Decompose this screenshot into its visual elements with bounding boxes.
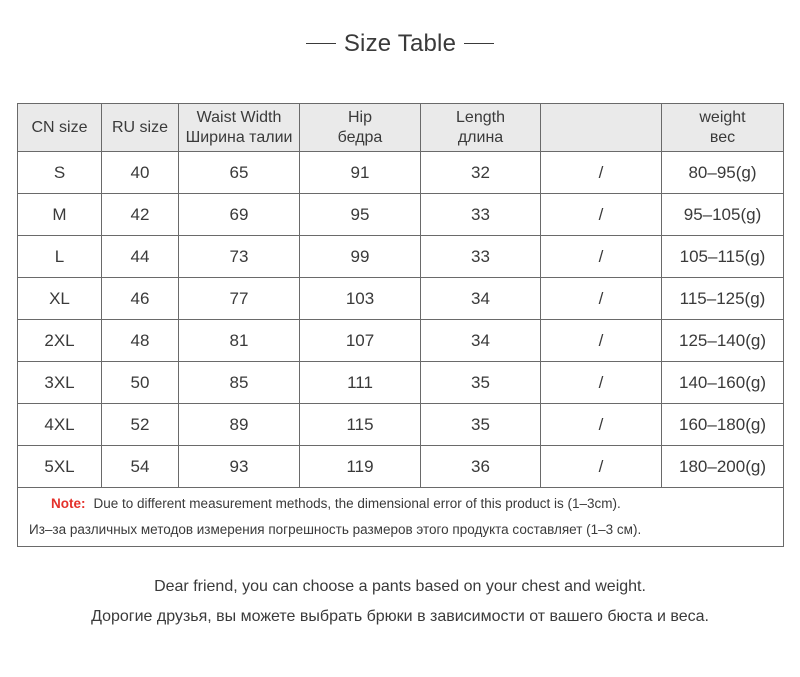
cell-extra: / xyxy=(541,194,662,236)
header-waist-en: Waist Width xyxy=(196,108,282,126)
cell-cn-size: XL xyxy=(18,278,102,320)
cell-length: 34 xyxy=(421,320,541,362)
cell-hip: 119 xyxy=(300,446,421,488)
header-length-en: Length xyxy=(456,108,505,126)
cell-length: 33 xyxy=(421,236,541,278)
table-row xyxy=(18,362,784,404)
cell-extra: / xyxy=(541,320,662,362)
cell-cn-size: 5XL xyxy=(18,446,102,488)
cell-extra: / xyxy=(541,404,662,446)
header-length xyxy=(421,104,541,152)
cell-waist: 77 xyxy=(179,278,300,320)
table-row xyxy=(18,194,784,236)
cell-extra: / xyxy=(541,446,662,488)
header-ru-size: RU size xyxy=(102,104,179,152)
cell-weight: 115–125(g) xyxy=(662,278,784,320)
header-weight xyxy=(662,104,784,152)
cell-ru-size: 46 xyxy=(102,278,179,320)
header-cn-size: CN size xyxy=(18,104,102,152)
header-hip-ru: бедра xyxy=(337,128,383,146)
header-weight-ru: вес xyxy=(709,128,736,146)
cell-extra: / xyxy=(541,362,662,404)
cell-hip: 115 xyxy=(300,404,421,446)
header-weight-en: weight xyxy=(699,108,746,126)
cell-length: 32 xyxy=(421,152,541,194)
note-label: Note: xyxy=(51,496,86,511)
header-waist-ru: Ширина талии xyxy=(185,128,293,146)
table-row xyxy=(18,152,784,194)
cell-extra: / xyxy=(541,278,662,320)
cell-hip: 91 xyxy=(300,152,421,194)
cell-waist: 65 xyxy=(179,152,300,194)
title-dash-right xyxy=(464,43,494,44)
table-header-row xyxy=(18,104,784,152)
table-row xyxy=(18,278,784,320)
cell-weight: 95–105(g) xyxy=(662,194,784,236)
cell-length: 33 xyxy=(421,194,541,236)
cell-waist: 89 xyxy=(179,404,300,446)
cell-weight: 80–95(g) xyxy=(662,152,784,194)
cell-cn-size: 4XL xyxy=(18,404,102,446)
cell-cn-size: 2XL xyxy=(18,320,102,362)
header-waist xyxy=(179,104,300,152)
cell-ru-size: 50 xyxy=(102,362,179,404)
footer-text-ru: Дорогие друзья, вы можете выбрать брюки в зависимости от вашего бюста и веса. xyxy=(91,608,709,625)
cell-weight: 160–180(g) xyxy=(662,404,784,446)
page-title xyxy=(0,30,800,58)
cell-length: 34 xyxy=(421,278,541,320)
cell-weight: 125–140(g) xyxy=(662,320,784,362)
size-table xyxy=(17,103,784,547)
cell-weight: 140–160(g) xyxy=(662,362,784,404)
cell-hip: 103 xyxy=(300,278,421,320)
note-line-ru: Из–за различных методов измерения погрешность размеров этого продукта составляет (1–3 см). xyxy=(29,522,642,537)
cell-waist: 81 xyxy=(179,320,300,362)
cell-extra: / xyxy=(541,236,662,278)
note-text-en: Due to different measurement methods, the dimensional error of this product is (1–3cm). xyxy=(93,496,621,511)
cell-waist: 69 xyxy=(179,194,300,236)
cell-length: 35 xyxy=(421,404,541,446)
cell-ru-size: 48 xyxy=(102,320,179,362)
cell-hip: 99 xyxy=(300,236,421,278)
header-length-ru: длина xyxy=(457,128,504,146)
table-row xyxy=(18,446,784,488)
cell-waist: 73 xyxy=(179,236,300,278)
cell-hip: 95 xyxy=(300,194,421,236)
title-dash-left xyxy=(306,43,336,44)
cell-weight: 105–115(g) xyxy=(662,236,784,278)
table-row xyxy=(18,320,784,362)
header-hip-en: Hip xyxy=(347,108,372,126)
footer-text-en: Dear friend, you can choose a pants based on your chest and weight. xyxy=(154,578,646,595)
cell-cn-size: 3XL xyxy=(18,362,102,404)
cell-ru-size: 40 xyxy=(102,152,179,194)
cell-cn-size: M xyxy=(18,194,102,236)
cell-ru-size: 42 xyxy=(102,194,179,236)
title-text: Size Table xyxy=(343,30,457,57)
cell-hip: 111 xyxy=(300,362,421,404)
cell-waist: 85 xyxy=(179,362,300,404)
cell-hip: 107 xyxy=(300,320,421,362)
cell-extra: / xyxy=(541,152,662,194)
cell-length: 35 xyxy=(421,362,541,404)
cell-ru-size: 54 xyxy=(102,446,179,488)
cell-waist: 93 xyxy=(179,446,300,488)
note-cell xyxy=(18,488,784,547)
cell-weight: 180–200(g) xyxy=(662,446,784,488)
note-line-en xyxy=(18,491,783,517)
cell-length: 36 xyxy=(421,446,541,488)
note-row xyxy=(18,488,784,547)
header-hip xyxy=(300,104,421,152)
table-row xyxy=(18,236,784,278)
cell-cn-size: L xyxy=(18,236,102,278)
cell-ru-size: 52 xyxy=(102,404,179,446)
cell-ru-size: 44 xyxy=(102,236,179,278)
header-blank xyxy=(541,104,662,152)
table-row xyxy=(18,404,784,446)
cell-cn-size: S xyxy=(18,152,102,194)
